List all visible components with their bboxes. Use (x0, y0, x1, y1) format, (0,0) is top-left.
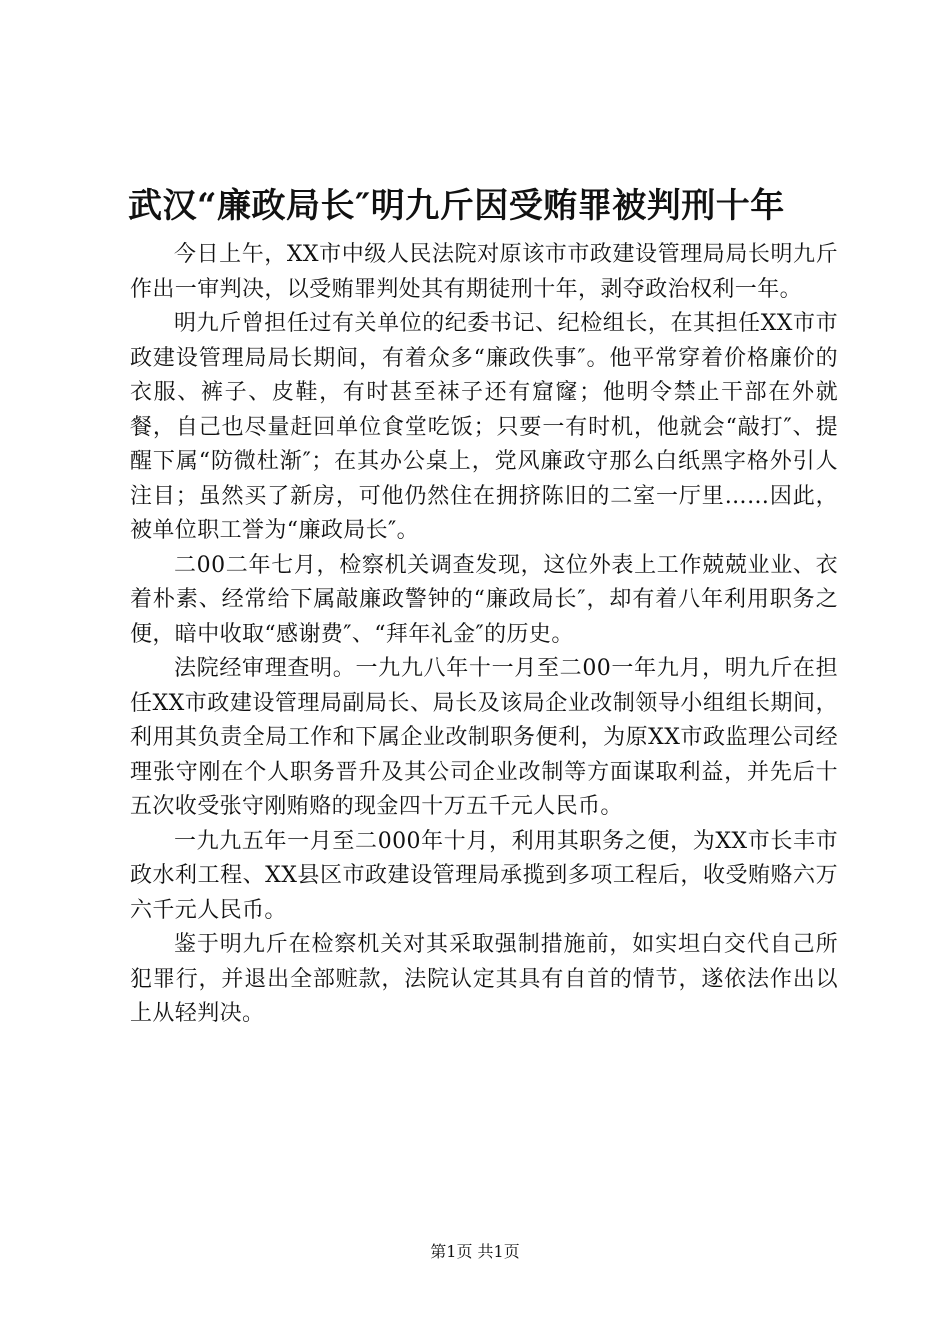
paragraph-3: 二00二年七月，检察机关调查发现，这位外表上工作兢兢业业、衣着朴素、经常给下属敲廉政警钟的“廉政局长″，却有着八年利用职务之便，暗中收取“感谢费″、“拜年礼金″的历史。 (130, 552, 838, 647)
paragraph-2: 明九斤曾担任过有关单位的纪委书记、纪检组长，在其担任XX市市政建设管理局局长期间，有着众多“廉政佚事″。他平常穿着价格廉价的衣服、裤子、皮鞋，有时甚至袜子还有窟窿；他明令禁止干部在外就餐，自己也尽量赶回单位食堂吃饭；只要一有时机，他就会“敲打″、提醒下属“防微杜渐″；在其办公桌上，党风廉政守那么白纸黑字格外引人注目；虽然买了新房，可他仍然住在拥挤陈旧的二室一厅里……因此，被单位职工誉为“廉政局长″。 (130, 311, 838, 543)
document-title: 武汉“廉政局长″明九斤因受贿罪被判刑十年 (128, 186, 785, 226)
paragraph-6: 鉴于明九斤在检察机关对其采取强制措施前，如实坦白交代自己所犯罪行，并退出全部赃款，法院认定其具有自首的情节，遂依法作出以上从轻判决。 (130, 932, 838, 1026)
document-body (130, 238, 838, 1032)
paragraph-5: 一九九五年一月至二000年十月，利用其职务之便，为XX市长丰市政水利工程、XX县区市政建设管理局承揽到多项工程后，收受贿赂六万六千元人民币。 (130, 828, 838, 923)
paragraph-4: 法院经审理查明。一九九八年十一月至二00一年九月，明九斤在担任XX市政建设管理局副局长、局长及该局企业改制领导小组组长期间，利用其负责全局工作和下属企业改制职务便利，为原XX市政监理公司经理张守刚在个人职务晋升及其公司企业改制等方面谋取利益，并先后十五次收受张守刚贿赂的现金四十万五千元人民币。 (130, 656, 838, 819)
page-number-footer: 第1页 共1页 (430, 1242, 520, 1261)
paragraph-1: 今日上午，XX市中级人民法院对原该市市政建设管理局局长明九斤作出一审判决，以受贿罪判处其有期徒刑十年，剥夺政治权利一年。 (130, 242, 838, 302)
